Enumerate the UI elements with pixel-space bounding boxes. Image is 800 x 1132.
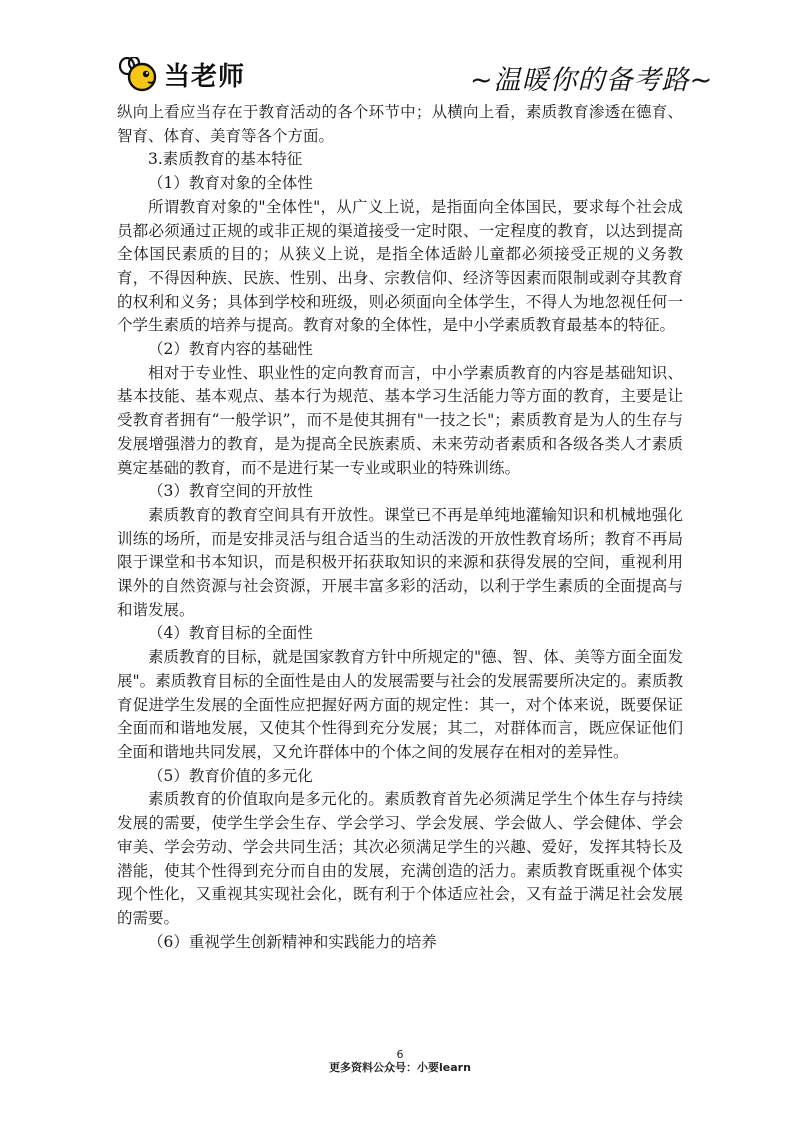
section-heading: （3）教育空间的开放性	[148, 482, 313, 501]
page-number: 6	[396, 1048, 404, 1061]
document-body	[117, 101, 683, 954]
body-paragraph: 所谓教育对象的"全体性"，从广义上说，是指面向全体国民，要求每个社会成员都必须通过正规的或非正规的渠道接受一定时限、一定程度的教育，以达到提高全体国民素质的目的；从狭义上说，是指全体适龄儿童都必须接受正规的义务教育，不得因种族、民族、性别、出身、宗教信仰、经济等因素而限制或剥夺其教育的权利和义务；具体到学校和班级，则必须面向全体学生，不得人为地忽视任何一个学生素质的培养与提高。教育对象的全体性，是中小学素质教育最基本的特征。	[117, 197, 683, 335]
page-header	[0, 0, 800, 110]
body-paragraph: 素质教育的教育空间具有开放性。课堂已不再是单纯地灌输知识和机械地强化训练的场所，而是安排灵活与组合适当的生动活泼的开放性教育场所；教育不再局限于课堂和书本知识，而是积极开拓获取知识的来源和获得发展的空间，重视利用课外的自然资源与社会资源，开展丰富多彩的活动，以利于学生素质的全面提高与和谐发展。	[117, 505, 683, 619]
section-heading: 3.素质教育的基本特征	[148, 150, 303, 169]
brand-name: 当老师	[164, 62, 246, 92]
brand-logo	[118, 56, 245, 93]
footer-promo: 更多资料公众号：小要learn	[329, 1061, 471, 1074]
section-heading: （1）教育对象的全体性	[148, 174, 313, 193]
header-slogan: ~温暖你的备考路~	[470, 65, 714, 96]
body-paragraph: 素质教育的目标，就是国家教育方针中所规定的"德、智、体、美等方面全面发展"。素质教育目标的全面性是由人的发展需要与社会的发展需要所决定的。素质教育促进学生发展的全面性应把握好两方面的规定性：其一，对个体来说，既要保证全面而和谐地发展，又使其个性得到充分发展；其二，对群体而言，既应保证他们全面和谐地共同发展，又允许群体中的个体之间的发展存在相对的差异性。	[117, 648, 683, 761]
body-paragraph: 相对于专业性、职业性的定向教育而言，中小学素质教育的内容是基础知识、基本技能、基本观点、基本行为规范、基本学习生活能力等方面的教育，主要是让受教育者拥有“一般学识”，而不是使其拥有"一技之长"；素质教育是为人的生存与发展增强潜力的教育，是为提高全民族素质、未来劳动者素质和各级各类人才素质奠定基础的教育，而不是进行某一专业或职业的特殊训练。	[117, 363, 683, 477]
section-heading: （5）教育价值的多元化	[148, 766, 313, 785]
section-heading: （2）教育内容的基础性	[148, 340, 313, 359]
body-paragraph: 素质教育的价值取向是多元化的。素质教育首先必须满足学生个体生存与持续发展的需要，使学生学会生存、学会学习、学会发展、学会做人、学会健体、学会审美、学会劳动、学会共同生活；其次必须满足学生的兴趣、爱好，发挥其特长及潜能，使其个性得到充分而自由的发展，充满创造的活力。素质教育既重视个体实现个性化，又重视其实现社会化，既有利于个体适应社会，又有益于满足社会发展的需要。	[117, 790, 683, 927]
section-heading: （4）教育目标的全面性	[148, 624, 313, 643]
bee-icon	[118, 57, 158, 93]
section-heading: （6）重视学生创新精神和实践能力的培养	[148, 932, 437, 951]
body-paragraph: 纵向上看应当存在于教育活动的各个环节中；从横向上看，素质教育渗透在德育、智育、体育、美育等各个方面。	[117, 103, 683, 145]
page-footer	[0, 1048, 800, 1075]
